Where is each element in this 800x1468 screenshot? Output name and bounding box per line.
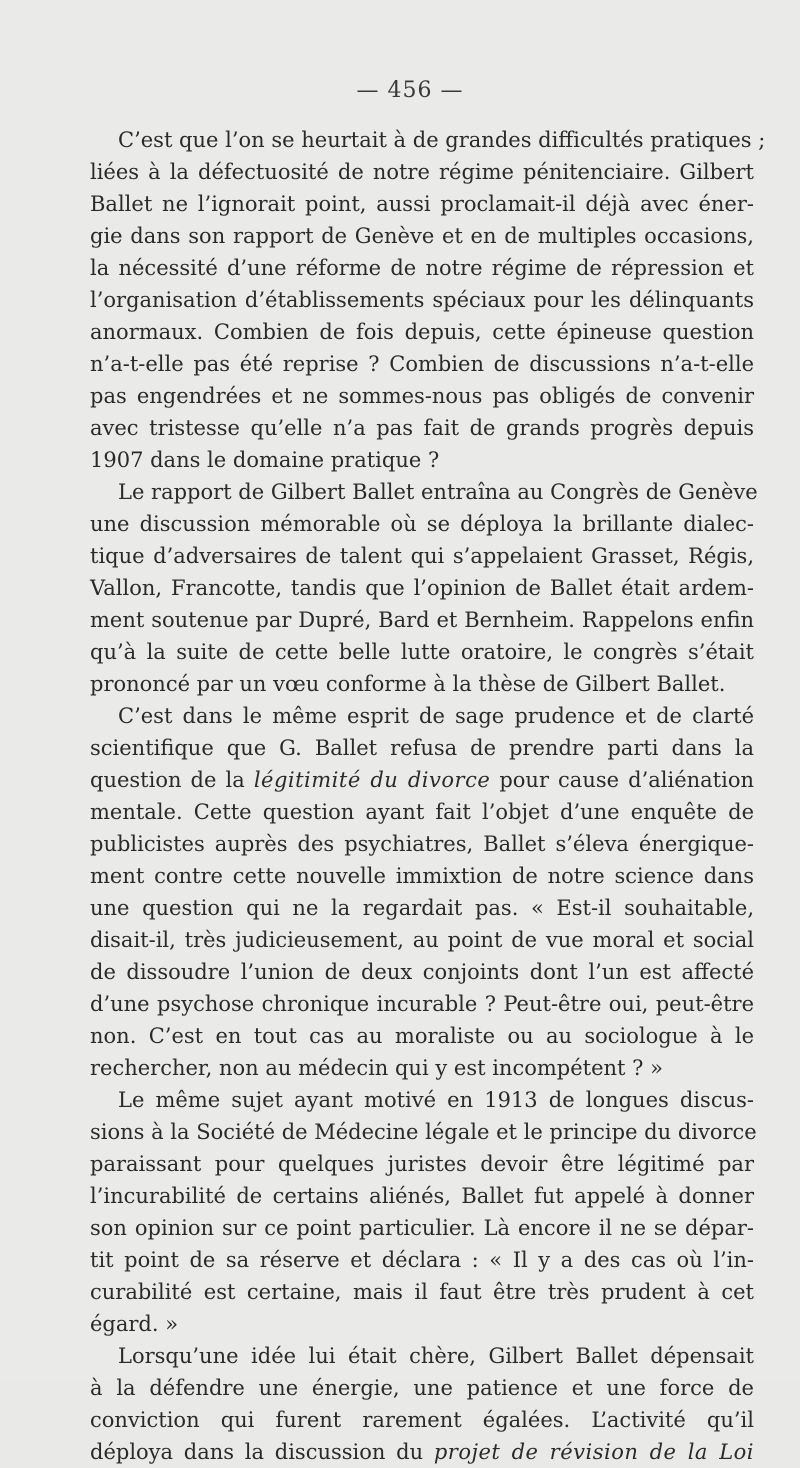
text-line: égard. » [90,1312,179,1336]
text-line: la nécessité d’une réforme de notre régime de répression et [90,256,754,280]
text-line: Ballet ne l’ignorait point, aussi proclamait-il déjà avec éner- [90,192,754,216]
text-line: liées à la défectuosité de notre régime pénitenciaire. Gilbert [90,160,754,184]
text-line: anormaux. Combien de fois depuis, cette épineuse question [90,320,754,344]
text-line: d’une psychose chronique incurable ? Peut-être oui, peut-être [90,992,754,1016]
text-line: conviction qui furent rarement égalées. L’activité qu’il [90,1408,754,1432]
text-line: Le même sujet ayant motivé en 1913 de longues discus- [118,1088,754,1112]
text-line: disait-il, très judicieusement, au point de vue moral et social [90,928,754,952]
text-line: mentale. Cette question ayant fait l’objet d’une enquête de [90,800,754,824]
text-line: Vallon, Francotte, tandis que l’opinion de Ballet était ardem- [90,576,754,600]
text-line: prononcé par un vœu conforme à la thèse de Gilbert Ballet. [90,672,726,696]
text-line: à la défendre une énergie, une patience et une force de [90,1376,754,1400]
text-line: ment contre cette nouvelle immixtion de notre science dans [90,864,754,888]
text-line: paraissant pour quelques juristes devoir être légitimé par [90,1152,754,1176]
text-line: 1907 dans le domaine pratique ? [90,448,440,472]
text-line [90,1436,754,1468]
text-line [90,764,754,796]
text-segment: pour cause d’aliénation [490,768,754,792]
text-segment: question de la [90,768,254,792]
text-line: C’est dans le même esprit de sage prudence et de clarté [118,704,754,728]
text-line: rechercher, non au médecin qui y est incompétent ? » [90,1056,663,1080]
page-number: — 456 — [356,78,464,103]
text-line: tit point de sa réserve et déclara : « Il y a des cas où l’in- [90,1248,754,1272]
text-line: scientifique que G. Ballet refusa de prendre parti dans la [90,736,754,760]
italic-text: légitimité du divorce [253,768,491,792]
italic-text: projet de révision de la Loi [433,1440,754,1464]
text-line: sions à la Société de Médecine légale et le principe du divorce [90,1120,757,1144]
text-line: de dissoudre l’union de deux conjoints dont l’un est affecté [90,960,754,984]
text-line: tique d’adversaires de talent qui s’appelaient Grasset, Régis, [90,544,754,568]
text-line: gie dans son rapport de Genève et en de multiples occasions, [90,224,754,248]
text-line: son opinion sur ce point particulier. Là encore il ne se dépar- [90,1216,754,1240]
text-line: qu’à la suite de cette belle lutte oratoire, le congrès s’était [90,640,754,664]
text-line: Le rapport de Gilbert Ballet entraîna au Congrès de Genève [118,480,758,504]
text-line: l’organisation d’établissements spéciaux pour les délinquants [90,288,754,312]
text-line: non. C’est en tout cas au moraliste ou au sociologue à le [90,1024,754,1048]
body-text [90,124,766,1468]
text-line: pas engendrées et ne sommes-nous pas obligés de convenir [90,384,754,408]
text-line: l’incurabilité de certains aliénés, Ballet fut appelé à donner [90,1184,754,1208]
text-line: avec tristesse qu’elle n’a pas fait de grands progrès depuis [90,416,754,440]
text-line: une discussion mémorable où se déploya la brillante dialec- [90,512,754,536]
text-line: une question qui ne la regardait pas. « Est-il souhaitable, [90,896,754,920]
text-line: n’a-t-elle pas été reprise ? Combien de discussions n’a-t-elle [90,352,754,376]
text-line: C’est que l’on se heurtait à de grandes difficultés pratiques ; [118,128,766,152]
text-line: Lorsqu’une idée lui était chère, Gilbert Ballet dépensait [118,1344,754,1368]
text-line: ment soutenue par Dupré, Bard et Bernheim. Rappelons enfin [90,608,754,632]
text-line: curabilité est certaine, mais il faut être très prudent à cet [90,1280,754,1304]
text-segment: déploya dans la discussion du [90,1440,434,1464]
text-line: publicistes auprès des psychiatres, Ballet s’éleva énergique- [90,832,754,856]
